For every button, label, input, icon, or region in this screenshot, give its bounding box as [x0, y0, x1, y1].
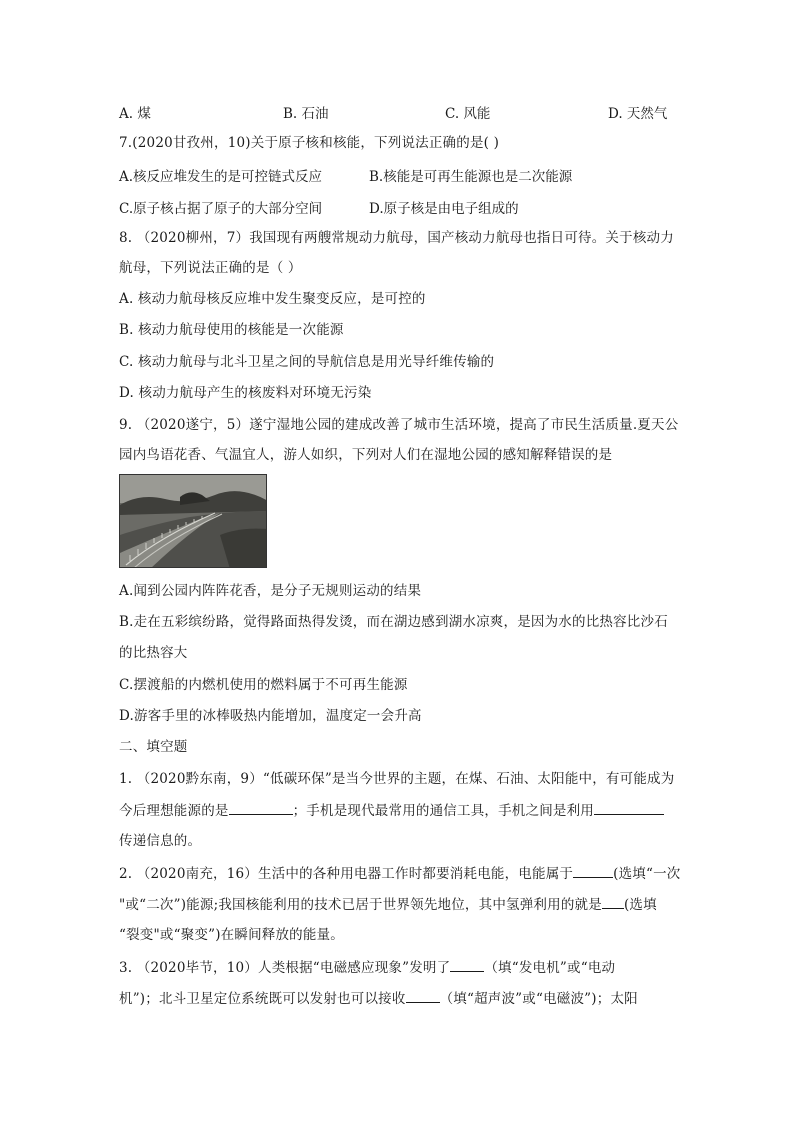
q9-option-a: A.闻到公园内阵阵花香，是分子无规则运动的结果	[119, 583, 422, 599]
f3-blank-1[interactable]	[450, 957, 484, 972]
f3-text-c: 机”)；北斗卫星定位系统既可以发射也可以接收	[119, 991, 406, 1007]
f1-blank-1[interactable]	[229, 800, 293, 815]
f2-blank-1[interactable]	[573, 863, 613, 878]
f3-line1	[119, 957, 615, 978]
q7-options-row1	[119, 165, 679, 185]
q6-option-b: B. 石油	[283, 106, 329, 122]
f2-line1	[119, 863, 680, 884]
f3-blank-2[interactable]	[406, 988, 440, 1003]
f1-line3: 传递信息的。	[119, 833, 202, 849]
q6-option-a: A. 煤	[119, 106, 151, 122]
f1-line1: 1. （2020黔东南，9）“低碳环保”是当今世界的主题，在煤、石油、太阳能中，有可能成为	[119, 771, 675, 787]
q9-option-d: D.游客手里的冰棒吸热内能增加，温度定一会升高	[119, 708, 422, 724]
q7-options-row2	[119, 197, 679, 217]
q8-option-b: B. 核动力航母使用的核能是一次能源	[119, 322, 344, 338]
f1-line2	[119, 800, 664, 821]
f2-line2	[119, 894, 657, 915]
q9-stem-line1: 9. （2020遂宁，5）遂宁湿地公园的建成改善了城市生活环境，提高了市民生活质量.夏天公	[119, 417, 679, 433]
wetland-park-image	[120, 475, 267, 568]
f1-blank-2[interactable]	[594, 800, 664, 815]
q9-option-b-line1: B.走在五彩缤纷路，觉得路面热得发烫，而在湖边感到湖水凉爽，是因为水的比热容比沙石	[119, 614, 668, 630]
q7-option-a: A.核反应堆发生的是可控链式反应	[119, 169, 323, 185]
f1-text-b: ；手机是现代最常用的通信工具，手机之间是利用	[292, 803, 595, 819]
f2-line3: “裂变"或“聚变”)在瞬间释放的能量。	[119, 927, 344, 943]
q6-option-d: D. 天然气	[608, 106, 668, 122]
q9-option-c: C.摆渡船的内燃机使用的燃料属于不可再生能源	[119, 677, 408, 693]
q8-stem-line1: 8. （2020柳州，7）我国现有两艘常规动力航母，国产核动力航母也指日可待。关于核动力	[119, 230, 674, 246]
f2-text-d: (选填	[623, 897, 657, 913]
f3-text-b: （填“发电机”或“电动	[484, 960, 616, 976]
q8-option-c: C. 核动力航母与北斗卫星之间的导航信息是用光导纤维传输的	[119, 354, 495, 370]
q9-option-b-line2: 的比热容大	[119, 645, 188, 661]
q8-stem-line2: 航母，下列说法正确的是（ ）	[119, 260, 302, 276]
q9-stem-line2: 园内鸟语花香、气温宜人，游人如织，下列对人们在湿地公园的感知解释错误的是	[119, 447, 613, 463]
q8-option-d: D. 核动力航母产生的核废料对环境无污染	[119, 385, 372, 401]
q6-options	[119, 102, 679, 122]
wetland-park-photo	[119, 474, 267, 568]
q7-option-b: B.核能是可再生能源也是二次能源	[369, 169, 573, 185]
q7-option-c: C.原子核占据了原子的大部分空间	[119, 201, 323, 217]
section-heading-fill-in: 二、填空题	[119, 739, 188, 755]
f3-text-d: （填“超声波”或“电磁波”)；太阳	[439, 991, 638, 1007]
f1-text-a: 今后理想能源的是	[119, 803, 229, 819]
f3-line2	[119, 988, 638, 1009]
q8-option-a: A. 核动力航母核反应堆中发生聚变反应，是可控的	[119, 291, 426, 307]
q7-option-d: D.原子核是由电子组成的	[369, 201, 519, 217]
q7-stem: 7.(2020甘孜州，10)关于原子核和核能，下列说法正确的是( )	[119, 135, 500, 151]
f2-text-b: (选填“一次	[613, 866, 681, 882]
f3-text-a: 3. （2020毕节，10）人类根据“电磁感应现象”发明了	[119, 960, 451, 976]
f2-blank-2[interactable]	[602, 894, 624, 909]
f2-text-a: 2. （2020南充，16）生活中的各种用电器工作时都要消耗电能，电能属于	[119, 866, 574, 882]
q6-option-c: C. 风能	[445, 106, 491, 122]
f2-text-c: "或“二次”)能源;我国核能利用的技术已居于世界领先地位，其中氢弹利用的就是	[119, 897, 602, 913]
